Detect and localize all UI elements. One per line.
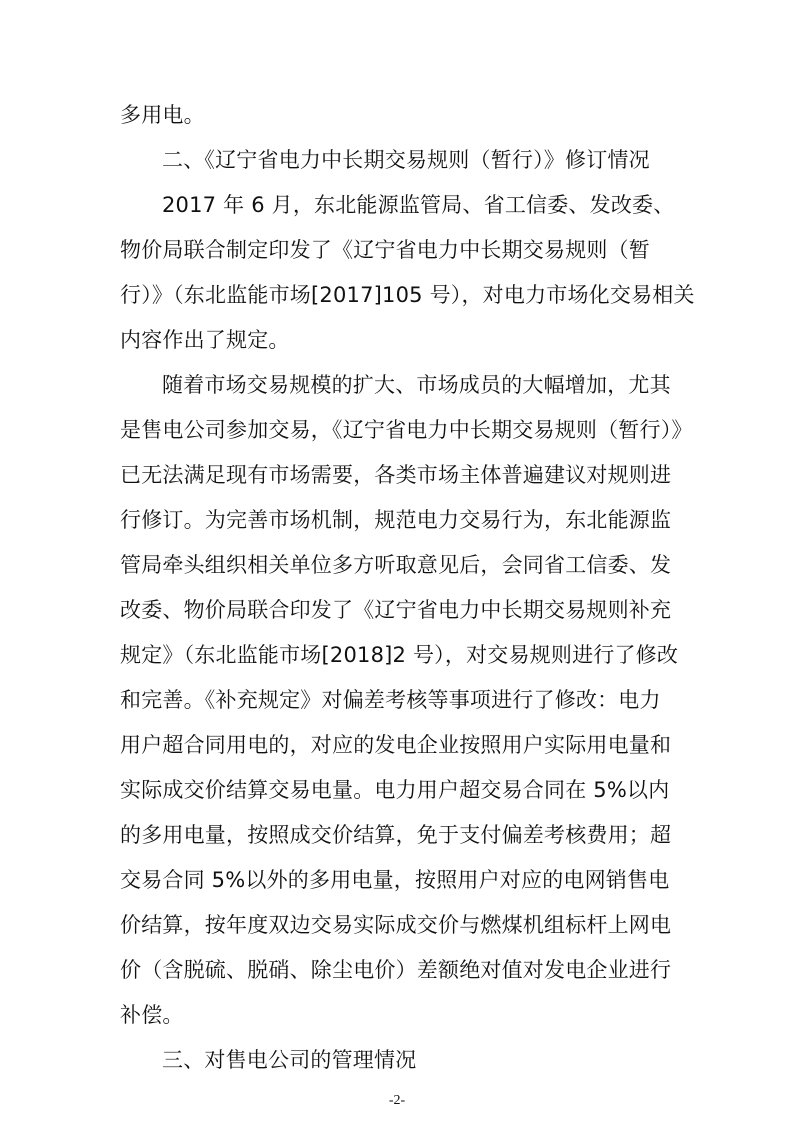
paragraph-line: 内容作出了规定。: [120, 328, 290, 352]
paragraph-line: 和完善。《补充规定》对偏差考核等事项进行了修改：电力: [120, 688, 661, 712]
paragraph-line: 的多用电量，按照成交价结算，免于支付偏差考核费用；超: [120, 823, 672, 847]
section-heading: 二、《辽宁省电力中长期交易规则（暂行）》修订情况: [162, 148, 650, 172]
paragraph-line: 改委、物价局联合印发了《辽宁省电力中长期交易规则补充: [120, 598, 672, 622]
paragraph-line: 价结算，按年度双边交易实际成交价与燃煤机组标杆上网电: [120, 913, 672, 937]
paragraph-line: 补偿。: [120, 1003, 184, 1027]
paragraph-line: 规定》（东北监能市场[2018]2 号），对交易规则进行了修改: [120, 643, 679, 667]
page-number: -2-: [388, 1093, 406, 1108]
paragraph-line: 已无法满足现有市场需要，各类市场主体普遍建议对规则进: [120, 463, 672, 487]
paragraph-line: 2017 年 6 月，东北能源监管局、省工信委、发改委、: [162, 193, 675, 217]
paragraph-line: 随着市场交易规模的扩大、市场成员的大幅增加，尤其: [162, 373, 671, 397]
paragraph-line: 是售电公司参加交易，《辽宁省电力中长期交易规则（暂行）》: [120, 418, 693, 442]
paragraph-line: 价（含脱硫、脱硝、除尘电价）差额绝对值对发电企业进行: [120, 958, 672, 982]
paragraph-line: 行）》（东北监能市场[2017]105 号），对电力市场化交易相关: [120, 283, 695, 307]
paragraph-line: 实际成交价结算交易电量。电力用户超交易合同在 5%以内: [120, 778, 670, 802]
paragraph-line: 行修订。为完善市场机制，规范电力交易行为，东北能源监: [120, 508, 672, 532]
paragraph-line: 管局牵头组织相关单位多方听取意见后，会同省工信委、发: [120, 553, 672, 577]
paragraph-line: 用户超合同用电的，对应的发电企业按照用户实际用电量和: [120, 733, 672, 757]
paragraph-line: 交易合同 5%以外的多用电量，按照用户对应的电网销售电: [120, 868, 670, 892]
paragraph-line: 物价局联合制定印发了《辽宁省电力中长期交易规则（暂: [120, 238, 650, 262]
section-heading: 三、对售电公司的管理情况: [162, 1048, 417, 1072]
paragraph-line: 多用电。: [120, 103, 205, 127]
